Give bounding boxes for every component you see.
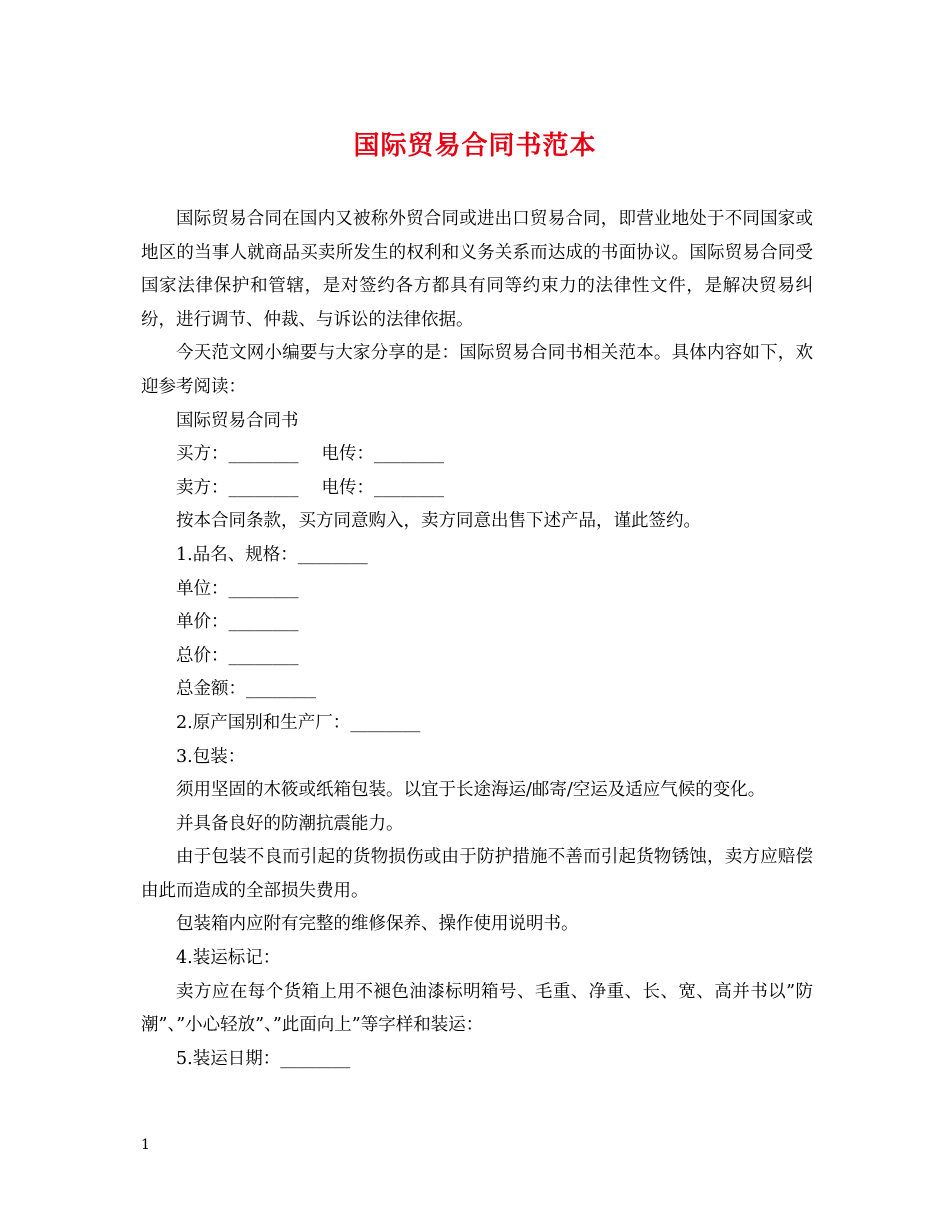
paragraph-packing-2: 并具备良好的防潮抗震能力。 (176, 813, 404, 834)
paragraph-shipment-date: 5.装运日期：________ (176, 1048, 351, 1069)
paragraph-share: 今天范文网小编要与大家分享的是：国际贸易合同书相关范本。具体内容如下，欢迎参考阅读： (141, 343, 813, 397)
paragraph-unit: 单位：________ (176, 578, 299, 599)
paragraph-total-price: 总价：________ (176, 645, 299, 666)
paragraph-seller: 卖方：________ 电传：________ (176, 477, 445, 498)
paragraph-packing-heading: 3.包装： (176, 746, 246, 767)
paragraph-buyer: 买方：________ 电传：________ (176, 444, 445, 465)
page-number: 1 (141, 1137, 150, 1153)
paragraph-origin: 2.原产国别和生产厂：________ (176, 712, 421, 733)
paragraph-marking-heading: 4.装运标记： (176, 948, 281, 969)
paragraph-intro: 国际贸易合同在国内又被称外贸合同或进出口贸易合同，即营业地处于不同国家或地区的当事人就商品买卖所发生的权利和义务关系而达成的书面协议。国际贸易合同受国家法律保护和管辖，是对签约各方都具有同等约束力的法律性文件，是解决贸易纠纷，进行调节、仲裁、与诉讼的法律依据。 (141, 209, 813, 330)
paragraph-item-spec: 1.品名、规格：________ (176, 544, 368, 565)
paragraph-marking-1: 卖方应在每个货箱上用不褪色油漆标明箱号、毛重、净重、长、宽、高并书以”防潮”、”小心轻放”、”此面向上”等字样和装运： (141, 981, 813, 1036)
document-title: 国际贸易合同书范本 (353, 131, 597, 161)
paragraph-packing-1: 须用坚固的木筱或纸箱包装。以宜于长途海运/邮寄/空运及适应气候的变化。 (176, 780, 766, 801)
paragraph-contract-heading: 国际贸易合同书 (176, 410, 299, 431)
paragraph-packing-4: 包装箱内应附有完整的维修保养、操作使用说明书。 (176, 914, 579, 935)
paragraph-unit-price: 单价：________ (176, 612, 299, 633)
paragraph-packing-3: 由于包装不良而引起的货物损伤或由于防护措施不善而引起货物锈蚀，卖方应赔偿由此而造成的全部损失费用。 (141, 847, 813, 901)
paragraph-agreement: 按本合同条款，买方同意购入，卖方同意出售下述产品，谨此签约。 (176, 511, 701, 532)
paragraph-total-amount: 总金额：________ (176, 679, 316, 700)
document-body (141, 203, 813, 1076)
